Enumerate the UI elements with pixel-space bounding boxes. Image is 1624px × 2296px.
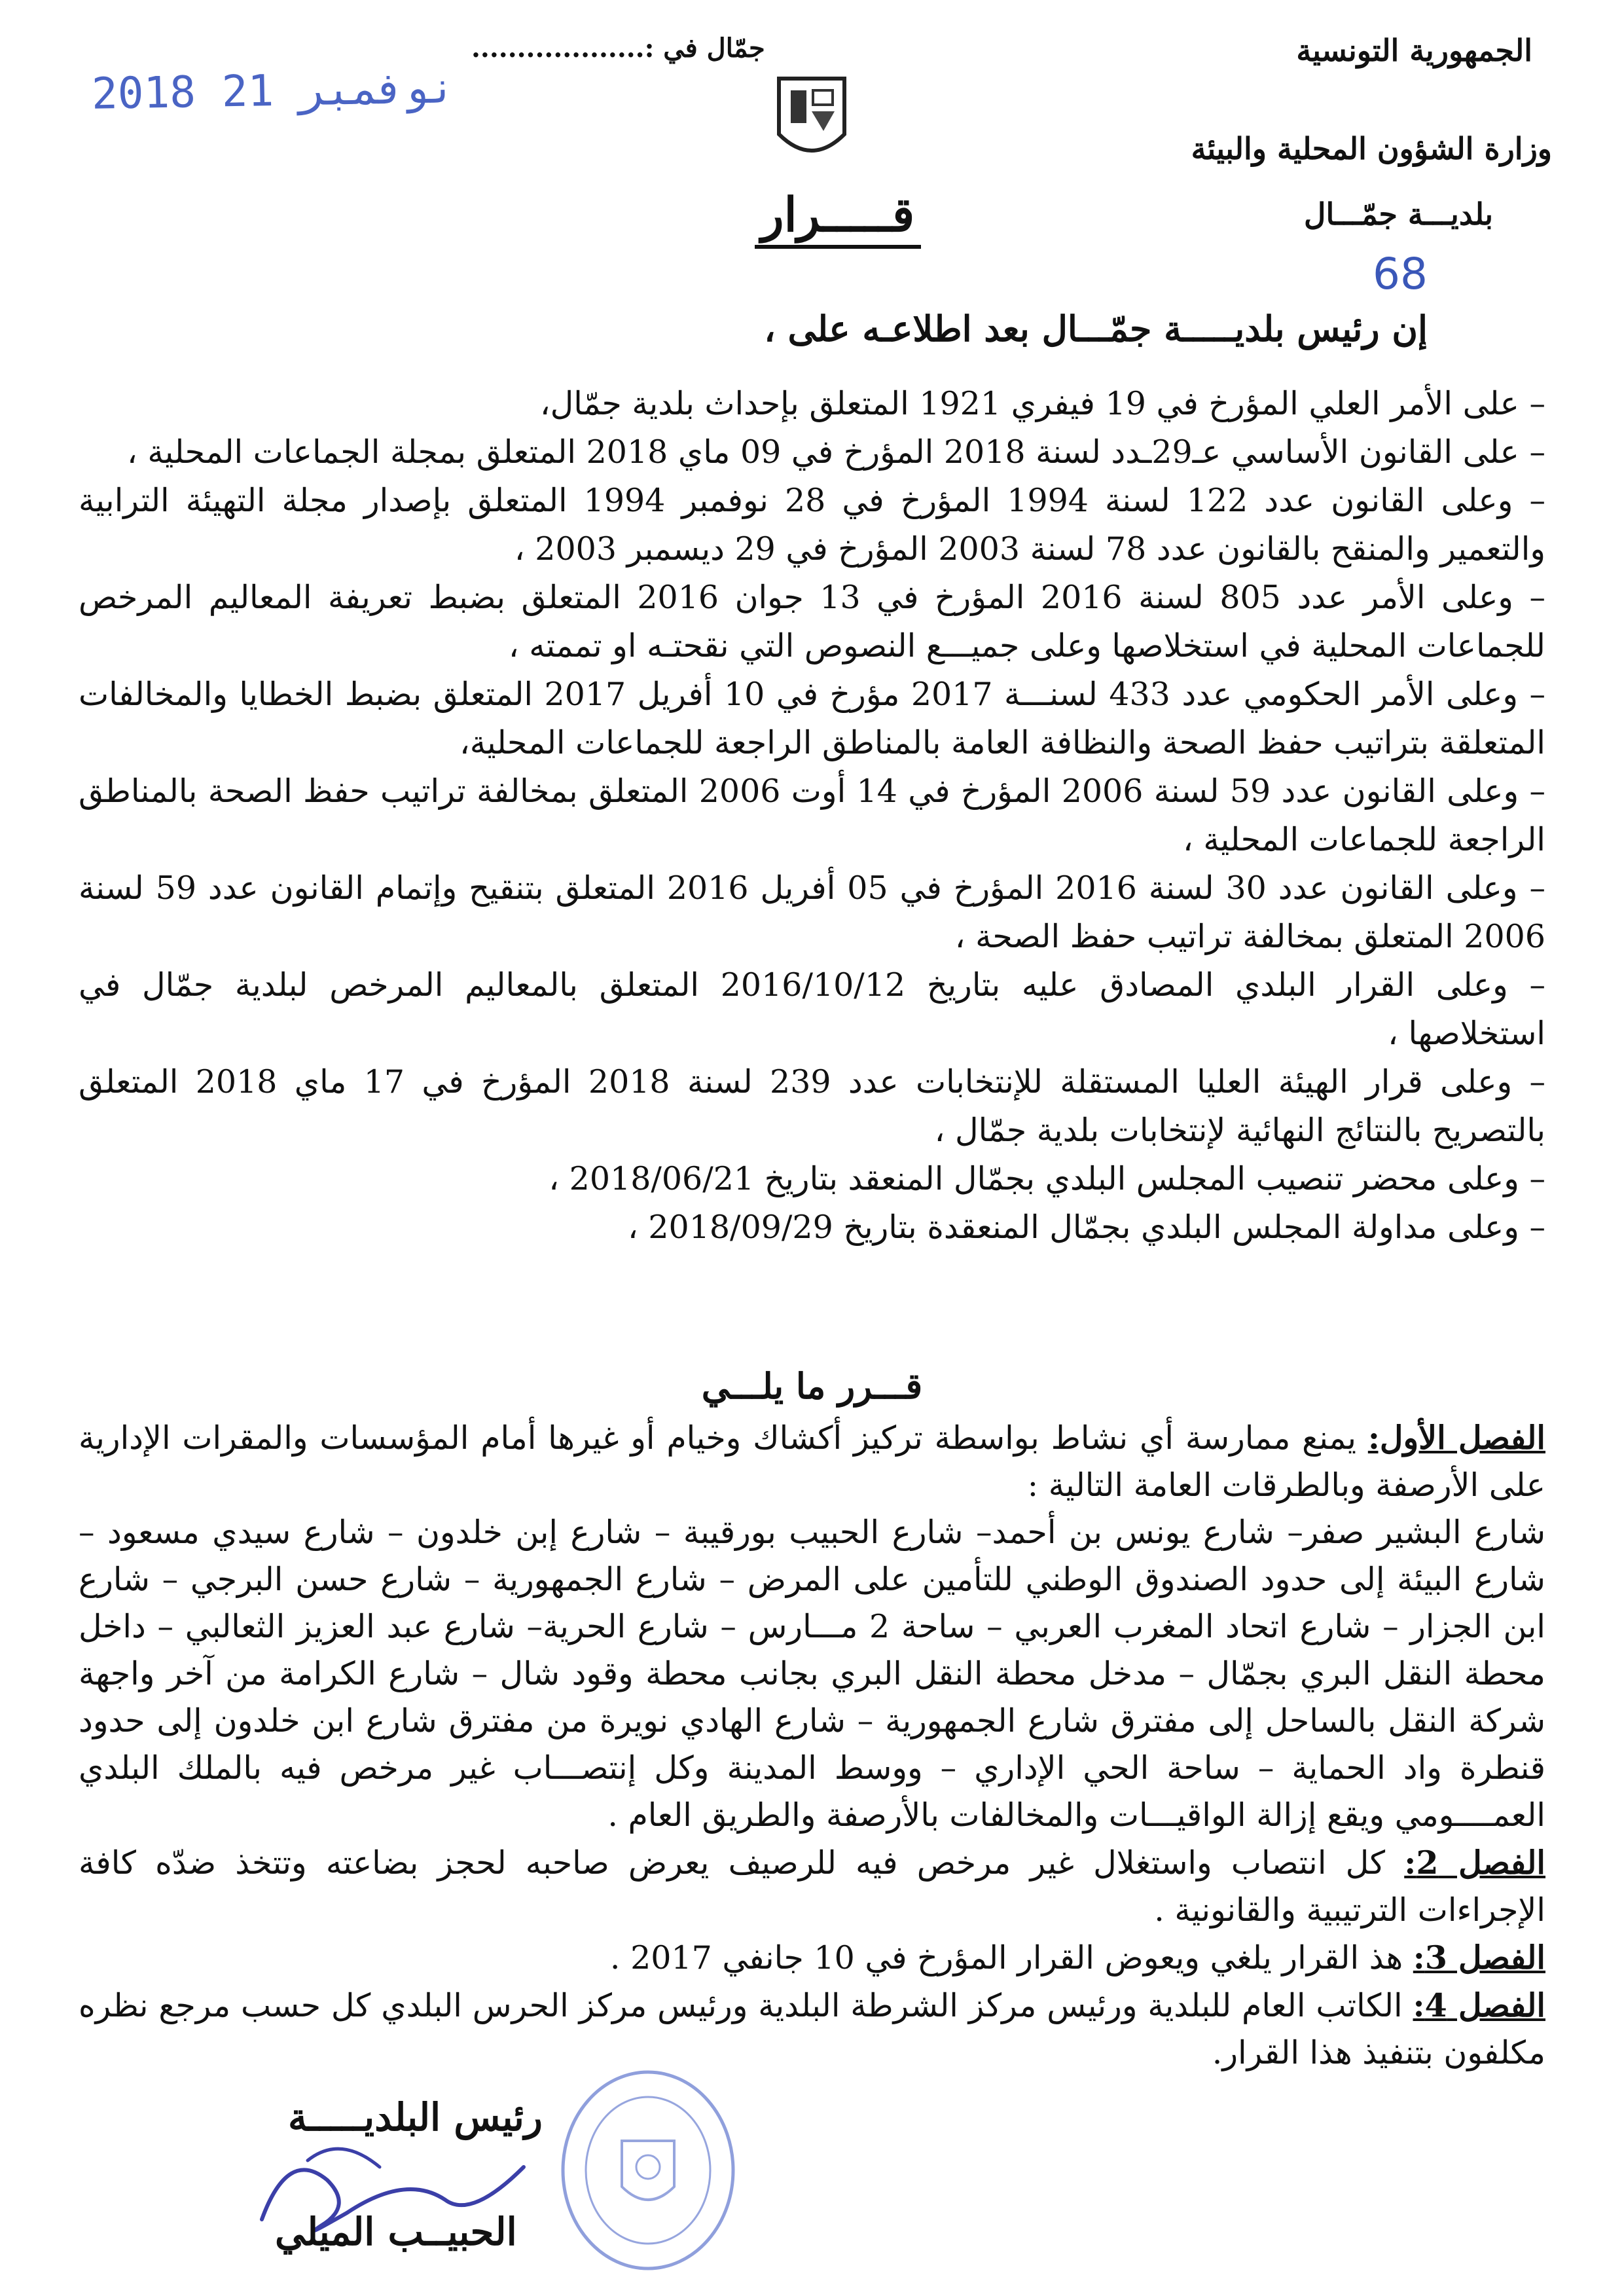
article-3	[79, 1934, 1545, 1982]
ministry-heading: وزارة الشؤون المحلية والبيئة	[1191, 131, 1552, 166]
intro-statement: إن رئيس بلديـــــة جمّـــال بعد اطلاعـه على ،	[764, 308, 1428, 350]
municipality-heading: بلديـــة جمّـــال	[1304, 196, 1493, 232]
signer-name: الحبيــب الميلي	[275, 2210, 517, 2254]
consideration-item: – على الأمر العلي المؤرخ في 19 فيفري 1921 المتعلق بإحداث بلدية جمّال،	[539, 385, 1545, 422]
official-seal-icon	[550, 2062, 746, 2278]
consideration-item: – وعلى قرار الهيئة العليا المستقلة للإنتخابات عدد 239 لسنة 2018 المؤرخ في 17 ماي 2018 المتعلق بالتصريح بالنتائج النهائية لإنتخابات بلدية جمّال ،	[79, 1063, 1545, 1149]
article-text: الكاتب العام للبلدية ورئيس مركز الشرطة البلدية ورئيس مركز الحرس البلدي كل حسب مرجع نظره مكلفون بتنفيذ هذا القرار.	[79, 1987, 1545, 2071]
consideration-item: – وعلى الأمر الحكومي عدد 433 لسنـــة 2017 مؤرخ في 10 أفريل 2017 المتعلق بضبط الخطايا والمخالفات المتعلقة بتراتيب حفظ الصحة والنظافة العامة بالمناطق الراجعة للجماعات المحلية،	[79, 676, 1545, 761]
article-2	[79, 1839, 1545, 1934]
place-date-line: جمّال في :...................	[471, 33, 765, 64]
articles-section	[79, 1414, 1545, 2077]
article-1	[79, 1414, 1545, 1509]
decided-heading: قـــرر ما يلـــي	[701, 1365, 923, 1407]
document-number: 68	[1373, 249, 1428, 299]
document-title: قـــــرار	[755, 187, 921, 249]
consideration-item: – على القانون الأساسي عـ29ـدد لسنة 2018 المؤرخ في 09 ماي 2018 المتعلق بمجلة الجماعات المحلية ،	[126, 433, 1545, 471]
article-label: الفصل 3:	[1413, 1939, 1545, 1977]
decided-container	[0, 1365, 1624, 1407]
article-text: هذ القرار يلغي ويعوض القرار المؤرخ في 10 جانفي 2017 .	[609, 1939, 1403, 1977]
consideration-item: – وعلى القانون عدد 30 لسنة 2016 المؤرخ في 05 أفريل 2016 المتعلق بتنقيح وإتمام القانون عدد 59 لسنة 2006 المتعلق بمخالفة تراتيب حفظ الصحة ،	[79, 869, 1545, 955]
considerations-list	[79, 380, 1545, 1252]
article-label: الفصل الأول:	[1367, 1419, 1545, 1457]
article-4	[79, 1982, 1545, 2077]
article-label: الفصل 4:	[1413, 1986, 1545, 2024]
republic-heading: الجمهورية التونسية	[1296, 33, 1532, 68]
consideration-item: – وعلى الأمر عدد 805 لسنة 2016 المؤرخ في 13 جوان 2016 المتعلق بضبط تعريفة المعاليم المرخص للجماعات المحلية في استخلاصها وعلى جميـــع النصوص التي نقحتـه او تممته ،	[79, 579, 1545, 665]
article-text: يمنع ممارسة أي نشاط بواسطة تركيز أكشاك وخيام أو غيرها أمام المؤسسات والمقرات الإدارية على الأرصفة وبالطرقات العامة التالية :	[79, 1419, 1545, 1504]
signer-title: رئيس البلديـــــة	[288, 2095, 543, 2140]
emblem-icon	[766, 72, 857, 170]
consideration-item: – وعلى مداولة المجلس البلدي بجمّال المنعقدة بتاريخ 2018/09/29 ،	[627, 1209, 1545, 1246]
article-label: الفصل 2:	[1404, 1844, 1546, 1882]
consideration-item: – وعلى القانون عدد 59 لسنة 2006 المؤرخ في 14 أوت 2006 المتعلق بمخالفة تراتيب حفظ الصحة بالمناطق الراجعة للجماعات المحلية ،	[79, 773, 1545, 858]
consideration-item: – وعلى محضر تنصيب المجلس البلدي بجمّال المنعقد بتاريخ 2018/06/21 ،	[549, 1160, 1545, 1197]
title-container	[641, 187, 1034, 249]
consideration-item: – وعلى القانون عدد 122 لسنة 1994 المؤرخ في 28 نوفمبر 1994 المتعلق بإصدار مجلة التهيئة الترابية والتعمير والمنقح بالقانون عدد 78 لسنة 2003 المؤرخ في 29 ديسمبر 2003 ،	[79, 482, 1545, 568]
received-date-stamp: 2018 نوفمبر 21	[91, 62, 456, 119]
consideration-item: – وعلى القرار البلدي المصادق عليه بتاريخ 2016/10/12 المتعلق بالمعاليم المرخص لبلدية جمّال في استخلاصها ،	[79, 966, 1545, 1052]
article-text: كل انتصاب واستغلال غير مرخص فيه للرصيف يعرض صاحبه لحجز بضاعته وتتخذ ضدّه كافة الإجراءات الترتيبية والقانونية .	[79, 1844, 1545, 1929]
article-1-streets: شارع البشير صفر– شارع يونس بن أحمد– شارع الحبيب بورقيبة – شارع إبن خلدون – شارع سيدي مسعود – شارع البيئة إلى حدود الصندوق الوطني للتأمين على المرض – شارع الجمهورية – شارع حسن البرجي – شارع ابن الجزار – شارع اتحاد المغرب العربي – ساحة 2 مـــارس – شارع الحرية– شارع عبد العزيز الثعالبي – داخل محطة النقل البري بجمّال – مدخل محطة النقل البري بجانب محطة وقود شال – شارع الكرامة من آخر واجهة شركة النقل بالساحل إلى مفترق شارع الجمهورية – شارع الهادي نويرة من مفترق شارع ابن خلدون إلى حدود قنطرة واد الحماية – ساحة الحي الإداري – ووسط المدينة وكل إنتصـــاب غير مرخص فيه بالملك البلدي العمــــومي ويقع إزالة الواقيـــات والمخالفات بالأرصفة والطريق العام .	[79, 1514, 1546, 1834]
